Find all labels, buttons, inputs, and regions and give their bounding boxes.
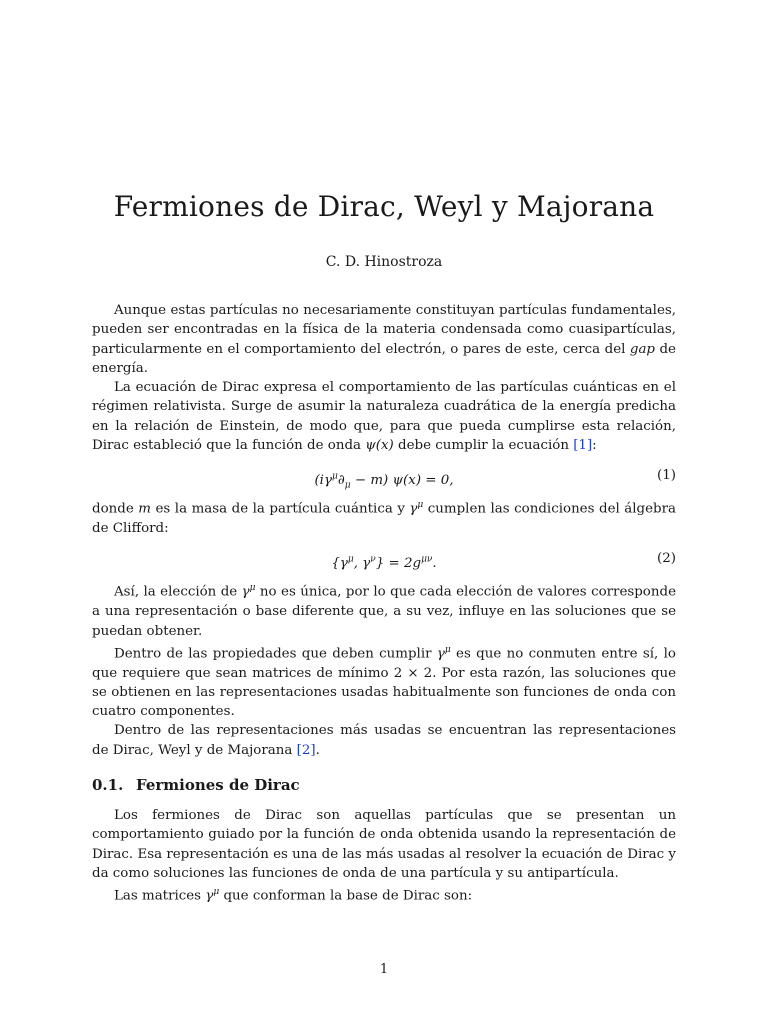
paragraph-8-end: que conforman la base de Dirac son: <box>219 888 473 904</box>
paper-body <box>92 301 676 906</box>
section-title: Fermiones de Dirac <box>136 776 300 795</box>
citation-link-1[interactable]: [1] <box>573 438 593 454</box>
paragraph-3-text: donde <box>92 501 139 517</box>
section-heading <box>92 774 676 796</box>
equation-1-math: $(i\gamma^\mu\partial_\mu - m) \psi(x) = 0$, <box>314 471 454 491</box>
gap-term: gap <box>629 341 656 357</box>
equation-2-math: {$\gamma^\mu$, $\gamma^\nu\} = 2g^{\mu\nu}$. <box>331 554 437 571</box>
paragraph-2-text: La ecuación de Dirac expresa el comportamiento de las partículas cuánticas en el régimen relativista. Surge de asumir la naturaleza cuadrática de la energía predicha en la relación de Einstein, de modo que, para que pueda cumplirse esta relación, Dirac estableció que la función de onda <box>92 380 676 454</box>
paragraph-5-end: es que no conmuten entre sí, lo que requiere que sean matrices de mínimo 2 × 2. Por esta razón, las soluciones que se obtienen en las representaciones usadas habitualmente son funciones de onda con cuatro componentes. <box>92 646 676 720</box>
paragraph-5-text: Dentro de las propiedades que deben cumplir <box>114 646 437 662</box>
gamma-symbol: γ <box>241 584 250 600</box>
equation-1-number: (1) <box>657 468 676 484</box>
gamma-symbol: γ <box>409 501 418 517</box>
equation-2-number: (2) <box>657 551 676 567</box>
gamma-symbol: γ <box>436 646 445 662</box>
paragraph-3-mid: es la masa de la partícula cuántica y <box>150 501 410 517</box>
paragraph-3 <box>92 496 676 538</box>
citation-link-2[interactable]: [2] <box>296 742 316 758</box>
paper-title: Fermiones de Dirac, Weyl y Majorana <box>113 190 655 223</box>
mu-superscript: μ <box>249 583 256 594</box>
paragraph-8 <box>92 883 676 906</box>
paragraph-4 <box>92 579 676 640</box>
paragraph-6 <box>92 721 676 760</box>
paragraph-7: Los fermiones de Dirac son aquellas partículas que se presentan un comportamiento guiado por la función de onda obtenida usando la representación de Dirac. Esa representación es una de las más usadas al resolver la ecuación de Dirac y da como soluciones las funciones de onda de una partícula y su antipartícula. <box>92 808 676 881</box>
equation-2 <box>92 549 676 569</box>
paragraph-1-end: de energía. <box>92 341 676 376</box>
author-name: C. D. Hinostroza <box>325 254 443 270</box>
paragraph-2 <box>92 378 676 455</box>
paragraph-6-end: . <box>315 742 320 758</box>
paragraph-2-end: : <box>592 438 597 454</box>
psi-symbol: ψ(x) <box>365 438 394 454</box>
mu-superscript: μ <box>213 887 220 898</box>
mu-superscript: μ <box>444 644 451 655</box>
paragraph-4-text: Así, la elección de <box>114 584 242 600</box>
paragraph-1 <box>92 301 676 378</box>
paragraph-1-text: Aunque estas partículas no necesariamente constituyan partículas fundamentales, pueden ser encontradas en la física de la materia condensada como cuasipartículas, particularmente en el comportamiento del electrón, o pares de este, cerca del <box>92 303 676 357</box>
paragraph-6-text: Dentro de las representaciones más usadas se encuentran las representaciones de Dirac, Weyl y de Majorana <box>92 723 676 758</box>
paragraph-5 <box>92 641 676 722</box>
paragraph-2-mid: debe cumplir la ecuación <box>393 438 574 454</box>
paragraph-8-text: Las matrices <box>114 888 206 904</box>
mu-superscript: μ <box>417 500 424 511</box>
page-number: 1 <box>379 962 389 977</box>
section-number: 0.1. <box>92 776 124 795</box>
equation-1 <box>92 466 676 491</box>
paragraph-4-end: no es única, por lo que cada elección de valores corresponde a una representación o base diferente que, a su vez, influye en las soluciones que se puedan obtener. <box>92 584 676 639</box>
mass-symbol: m <box>138 501 151 517</box>
paragraph-3-end: cumplen las condiciones del álgebra de Clifford: <box>92 501 677 537</box>
gamma-symbol: γ <box>205 888 214 904</box>
